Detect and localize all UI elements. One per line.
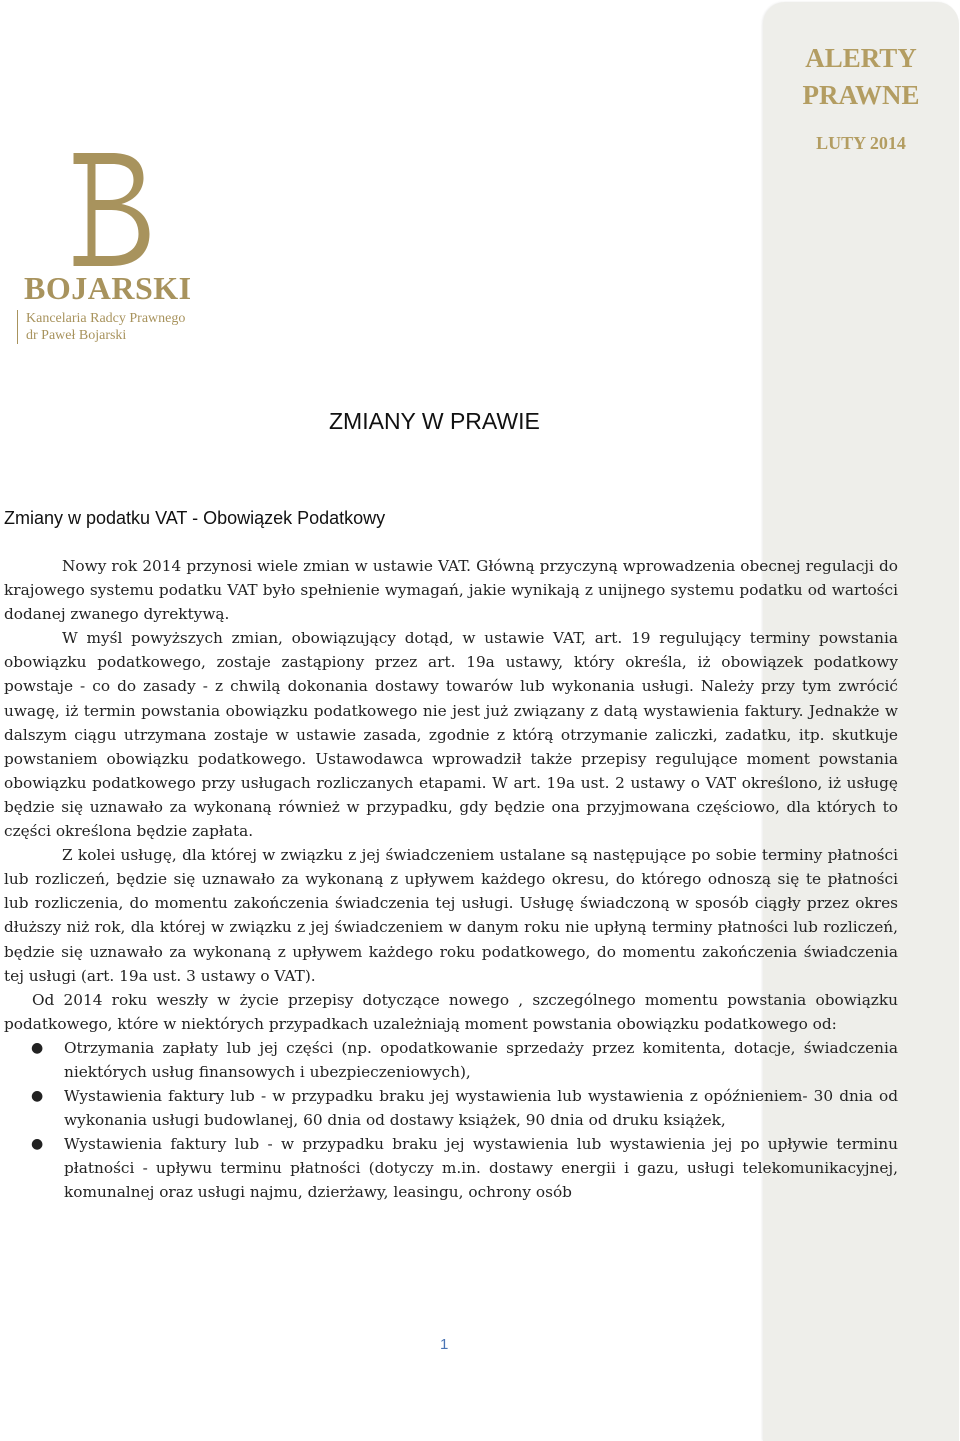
bullet-icon: ● bbox=[31, 1088, 44, 1105]
logo-name: BOJARSKI bbox=[24, 270, 192, 306]
sidebar-title-line-1: ALERTY bbox=[805, 43, 917, 73]
bojarski-logo-mark-icon bbox=[24, 150, 199, 270]
page-number: 1 bbox=[440, 1336, 449, 1353]
bullet-list bbox=[4, 1036, 898, 1205]
section-heading: Zmiany w podatku VAT - Obowiązek Podatkowy bbox=[4, 508, 386, 528]
list-item-text: Otrzymania zapłaty lub jej części (np. opodatkowanie sprzedaży przez komitenta, dotacje, świadczenia niektórych usług finansowych i ubezpieczeniowych), bbox=[64, 1038, 898, 1081]
paragraph-4: Od 2014 roku weszły w życie przepisy dotyczące nowego , szczególnego momentu powstania obowiązku podatkowego, które w niektórych przypadkach uzależniają moment powstania obowiązku podatkowego od: bbox=[4, 990, 898, 1033]
bullet-icon: ● bbox=[31, 1039, 44, 1056]
sidebar-date: LUTY 2014 bbox=[816, 133, 906, 153]
logo-subtitle-line-1: Kancelaria Radcy Prawnego bbox=[26, 311, 186, 326]
bullet-icon: ● bbox=[31, 1136, 44, 1153]
document-body bbox=[4, 554, 898, 1205]
document-title: ZMIANY W PRAWIE bbox=[329, 408, 540, 434]
list-item bbox=[31, 1084, 898, 1132]
logo-subtitle bbox=[17, 310, 185, 344]
paragraph-1: Nowy rok 2014 przynosi wiele zmian w ustawie VAT. Główną przyczyną wprowadzenia obecnej regulacji do krajowego systemu podatku VAT było spełnienie wymagań, jakie wynikają z unijnego systemu podatku od wartości dodanej zwanego dyrektywą. bbox=[4, 557, 898, 624]
list-item-text: Wystawienia faktury lub - w przypadku braku jej wystawienia lub wystawienia jej po upływie terminu płatności - upływu terminu płatności (dotyczy m.in. dostawy energii i gazu, usługi telekomunikacyjnej, komunalnej oraz usługi najmu, dzierżawy, leasingu, ochrony osób bbox=[64, 1135, 898, 1202]
sidebar-title bbox=[763, 40, 959, 114]
logo-subtitle-line-2: dr Paweł Bojarski bbox=[26, 328, 127, 343]
list-item bbox=[31, 1132, 898, 1204]
sidebar-title-line-2: PRAWNE bbox=[802, 80, 920, 110]
list-item bbox=[31, 1036, 898, 1084]
paragraph-3: Z kolei usługę, dla której w związku z jej świadczeniem ustalane są następujące po sobie terminy płatności lub rozliczeń, będzie się uznawało za wykonaną z upływem każdego okresu, do którego odnoszą się te płatności lub rozliczenia, do momentu zakończenia świadczenia tej usługi. Usługę świadczoną w sposób ciągły przez okres dłuższy niż rok, dla której w związku z jej świadczeniem w danym roku nie upłyną terminy płatności lub rozliczeń, będzie się uznawało za wykonaną z upływem każdego roku podatkowego, do momentu zakończenia świadczenia tej usługi (art. 19a ust. 3 ustawy o VAT). bbox=[4, 846, 898, 985]
paragraph-2: W myśl powyższych zmian, obowiązujący dotąd, w ustawie VAT, art. 19 regulujący terminy powstania obowiązku podatkowego, zostaje zastąpiony przez art. 19a ustawy, który określa, iż obowiązek podatkowy powstaje - co do zasady - z chwilą dokonania dostawy towarów lub wykonania usługi. Należy przy tym zwrócić uwagę, iż termin powstania obowiązku podatkowego nie jest już związany z datą wystawienia faktury. Jednakże w dalszym ciągu utrzymana zostaje w ustawie zasada, zgodnie z którą otrzymanie zaliczki, zadatku, itp. skutkuje powstaniem obowiązku podatkowego. Ustawodawca wprowadził także przepisy regulujące moment powstania obowiązku podatkowego przy usługach rozliczanych etapami. W art. 19a ust. 2 ustawy o VAT określono, iż usługę będzie się uznawało za wykonaną również w przypadku, gdy będzie ona przyjmowana częściowo, dla których to części określona będzie zapłata. bbox=[4, 629, 898, 841]
list-item-text: Wystawienia faktury lub - w przypadku braku jej wystawienia lub wystawienia z opóźnieniem- 30 dnia od wykonania usługi budowlanej, 60 dnia od dostawy książek, 90 dnia od druku książek, bbox=[64, 1087, 898, 1130]
